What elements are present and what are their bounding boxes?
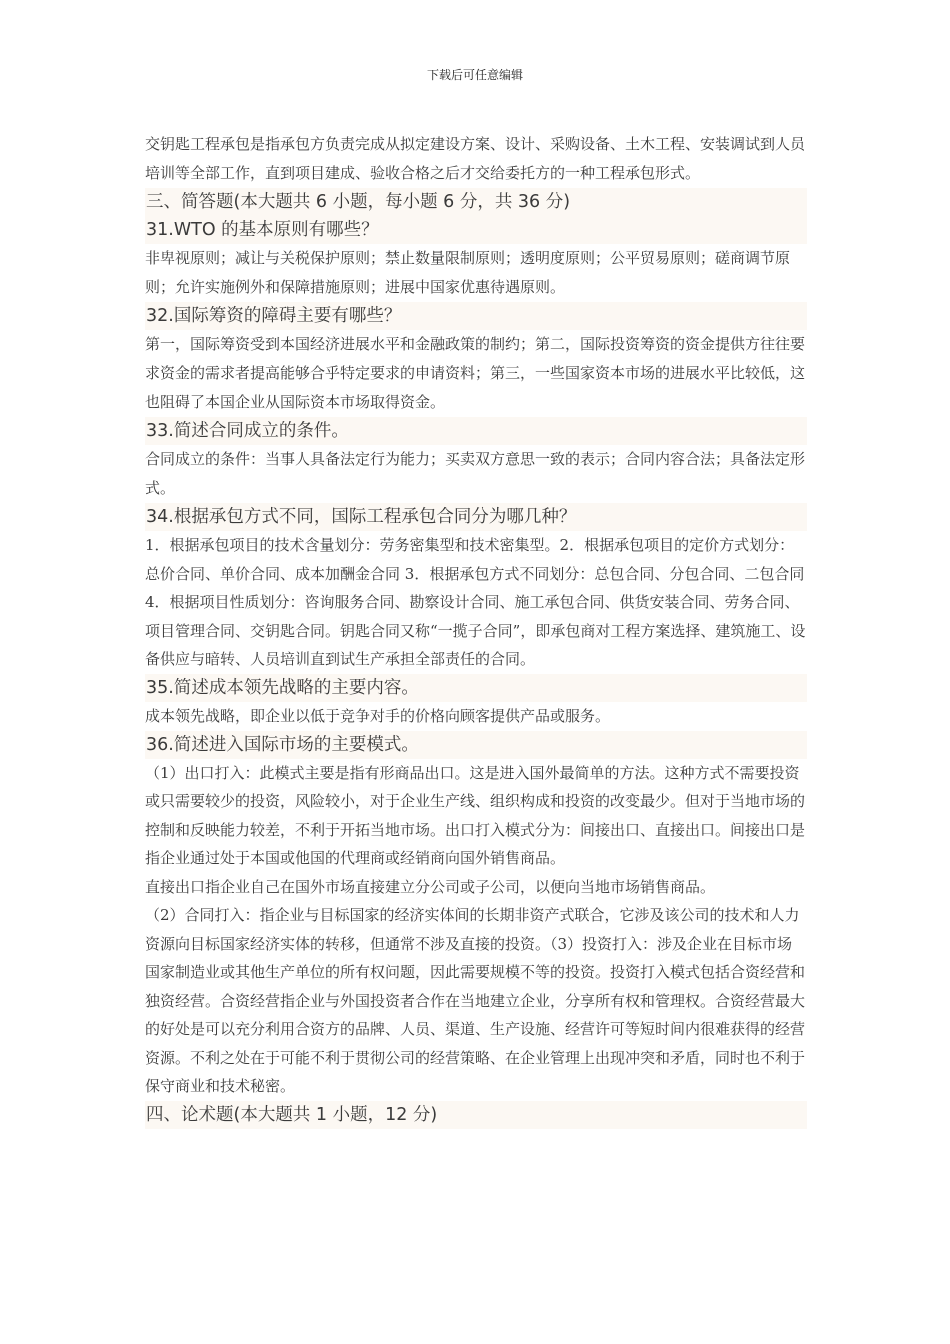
question-33-answer: 合同成立的条件：当事人具备法定行为能力；买卖双方意思一致的表示；合同内容合法；具备法定形式。 — [145, 450, 806, 497]
section-3-heading: 三、简答题(本大题共 6 小题，每小题 6 分，共 36 分) — [145, 188, 807, 216]
question-33-title: 33.简述合同成立的条件。 — [145, 417, 807, 445]
intro-paragraph: 交钥匙工程承包是指承包方负责完成从拟定建设方案、设计、采购设备、土木工程、安装调试到人员培训等全部工作，直到项目建成、验收合格之后才交给委托方的一种工程承包形式。 — [145, 135, 806, 182]
document-body — [145, 130, 807, 1129]
question-31-answer: 非卑视原则；减让与关税保护原则；禁止数量限制原则；透明度原则；公平贸易原则；磋商调节原则；允许实施例外和保障措施原则；进展中国家优惠待遇原则。 — [145, 249, 791, 296]
question-31-title: 31.WTO 的基本原则有哪些？ — [145, 216, 807, 244]
question-36-answer-part-3: （2）合同打入：指企业与目标国家的经济实体间的长期非资产式联合，它涉及该公司的技术和人力资源向目标国家经济实体的转移，但通常不涉及直接的投资。（3）投资打入：涉及企业在目标市场国家制造业或其他生产单位的所有权问题，因此需要规模不等的投资。投资打入模式包括合资经营和独资经营。合资经营指企业与外国投资者合作在当地建立企业，分享所有权和管理权。合资经营最大的好处是可以充分利用合资方的品牌、人员、渠道、生产设施、经营许可等短时间内很难获得的经营资源。不利之处在于可能不利于贯彻公司的经营策略、在企业管理上出现冲突和矛盾，同时也不利于保守商业和技术秘密。 — [145, 906, 806, 1095]
question-35-title: 35.简述成本领先战略的主要内容。 — [145, 674, 807, 702]
question-32-answer: 第一，国际筹资受到本国经济进展水平和金融政策的制约；第二，国际投资筹资的资金提供方往往要求资金的需求者提高能够合乎特定要求的申请资料；第三，一些国家资本市场的进展水平比较低，这也阻碍了本国企业从国际资本市场取得资金。 — [145, 335, 806, 411]
page-header: 下载后可任意编辑 — [426, 68, 523, 82]
section-4-heading: 四、论术题(本大题共 1 小题，12 分) — [145, 1101, 807, 1129]
question-36-answer-part-1: （1）出口打入：此模式主要是指有形商品出口。这是进入国外最简单的方法。这种方式不需要投资或只需要较少的投资，风险较小，对于企业生产线、组织构成和投资的改变最少。但对于当地市场的控制和反映能力较差，不利于开拓当地市场。出口打入模式分为：间接出口、直接出口。间接出口是指企业通过处于本国或他国的代理商或经销商向国外销售商品。 — [145, 763, 806, 867]
question-36-answer-part-2: 直接出口指企业自己在国外市场直接建立分公司或子公司，以便向当地市场销售商品。 — [145, 877, 716, 896]
question-34-title: 34.根据承包方式不同，国际工程承包合同分为哪几种？ — [145, 503, 807, 531]
question-34-answer: 1．根据承包项目的技术含量划分：劳务密集型和技术密集型。2．根据承包项目的定价方式划分：总价合同、单价合同、成本加酬金合同 3．根据承包方式不同划分：总包合同、分包合同、二包合同 4．根据项目性质划分：咨询服务合同、勘察设计合同、施工承包合同、供货安装合同、劳务合同、项目管理合同、交钥匙合同。钥匙合同又称“一揽子合同”，即承包商对工程方案选择、建筑施工、设备供应与暗转、人员培训直到试生产承担全部责任的合同。 — [145, 536, 806, 668]
question-36-title: 36.简述进入国际市场的主要模式。 — [145, 731, 807, 759]
question-35-answer: 成本领先战略，即企业以低于竞争对手的价格向顾客提供产品或服务。 — [145, 706, 611, 725]
question-32-title: 32.国际筹资的障碍主要有哪些？ — [145, 302, 807, 330]
